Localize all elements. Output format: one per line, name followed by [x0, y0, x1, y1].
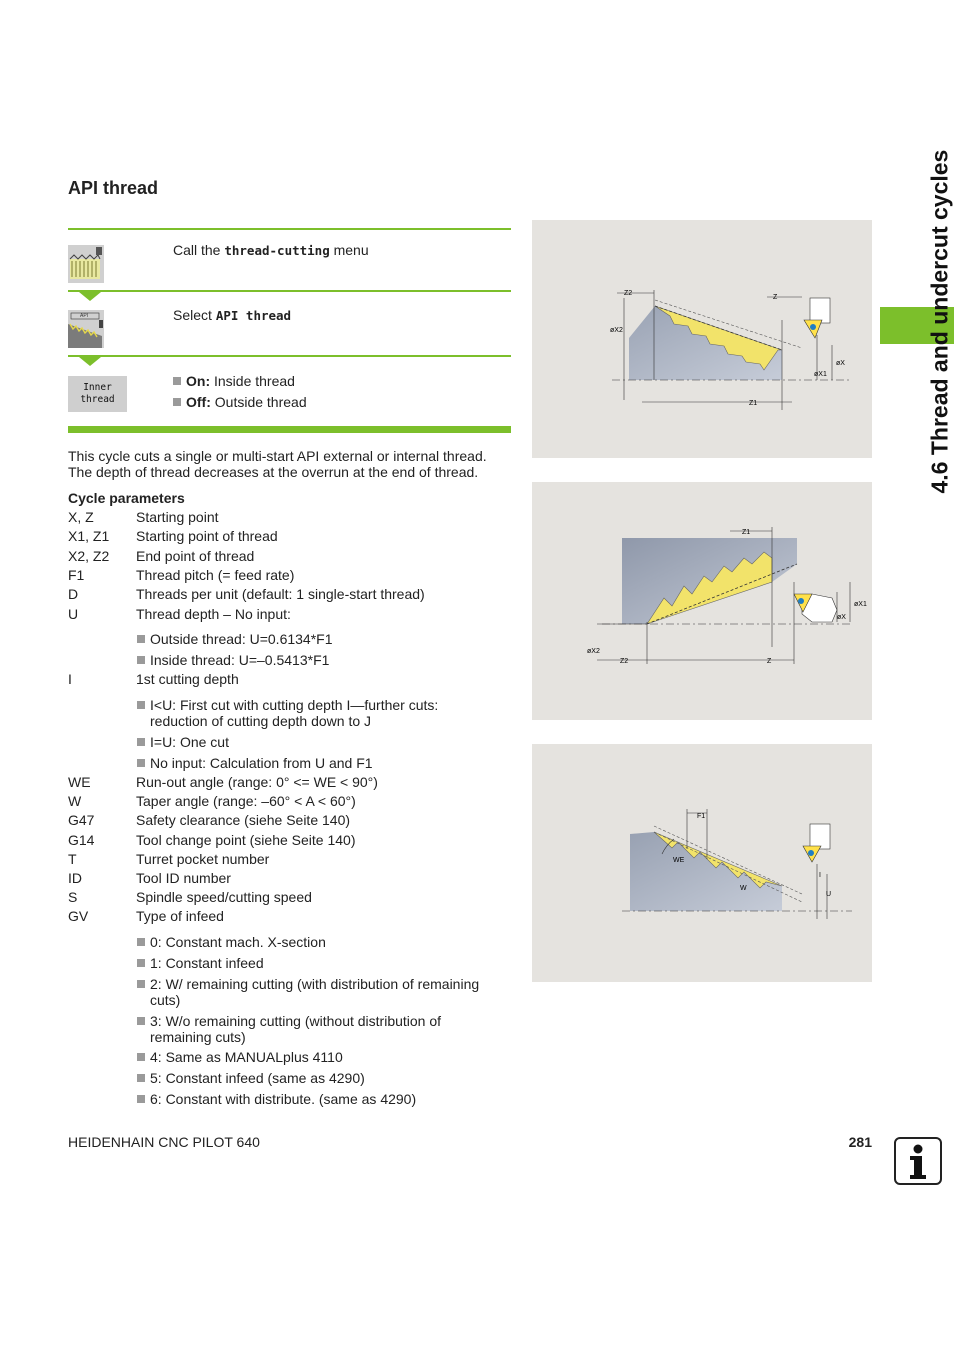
page-number: 281	[848, 1134, 872, 1150]
bullet-icon	[173, 377, 181, 385]
step-1-text: Call the thread-cutting menu	[173, 242, 369, 258]
bullet-item: I<U: First cut with cutting depth I—further cuts: reduction of cutting depth down to J	[137, 697, 507, 729]
description: This cycle cuts a single or multi-start API external or internal thread. The depth of thread decreases at the overrun at the end of thread.	[68, 448, 487, 480]
bullet-item: 3: W/o remaining cutting (without distribution of remaining cuts)	[137, 1013, 507, 1045]
bullet-item: Outside thread: U=0.6134*F1	[137, 631, 507, 647]
bullet-icon	[137, 635, 145, 643]
thread-cutting-menu-icon	[68, 245, 104, 283]
arrow-down-icon	[79, 357, 101, 366]
bullet-icon	[137, 959, 145, 967]
bullet-icon	[137, 1095, 145, 1103]
option-off: Off: Outside thread	[173, 394, 493, 410]
bullet-item: 6: Constant with distribute. (same as 4290)	[137, 1091, 507, 1107]
info-icon	[894, 1137, 942, 1185]
step-2-text: Select API thread	[173, 307, 292, 323]
label-z2: Z2	[624, 290, 633, 297]
option-on: On: Inside thread	[173, 373, 493, 389]
divider	[68, 355, 511, 357]
inner-thread-softkey[interactable]	[68, 376, 127, 412]
label-x: øX	[837, 614, 846, 621]
bullet-icon	[137, 759, 145, 767]
label-x2: øX2	[610, 327, 623, 334]
label-u: U	[826, 891, 832, 898]
label-w: W	[740, 885, 747, 892]
bullet-icon	[137, 656, 145, 664]
label-x2: øX2	[587, 648, 600, 655]
bullet-icon	[137, 738, 145, 746]
figure-thread-detail	[532, 744, 872, 982]
label-f1: F1	[697, 813, 706, 820]
label-z: Z	[767, 658, 772, 665]
label-x1: øX1	[814, 371, 827, 378]
api-thread-icon	[68, 310, 104, 348]
bullet-icon	[137, 1053, 145, 1061]
bullet-item: 5: Constant infeed (same as 4290)	[137, 1070, 507, 1086]
label-x1: øX1	[854, 601, 867, 608]
bullet-item: 1: Constant infeed	[137, 955, 507, 971]
figure-outside-thread	[532, 220, 872, 458]
figure-inside-thread	[532, 482, 872, 720]
label-z2: Z2	[620, 658, 629, 665]
bullet-icon	[137, 701, 145, 709]
arrow-down-icon	[79, 292, 101, 301]
svg-text:API: API	[80, 313, 89, 319]
bullet-icon	[137, 1017, 145, 1025]
divider	[68, 228, 511, 230]
bullet-icon	[137, 1074, 145, 1082]
chapter-title: 4.6 Thread and undercut cycles	[926, 149, 953, 494]
bullet-icon	[173, 398, 181, 406]
bullet-icon	[137, 938, 145, 946]
label-z1: Z1	[742, 529, 751, 536]
divider	[68, 290, 511, 292]
label-z: Z	[773, 294, 778, 301]
bullet-icon	[137, 980, 145, 988]
label-z1: Z1	[749, 400, 758, 407]
bullet-item: 0: Constant mach. X-section	[137, 934, 507, 950]
bullet-item: 2: W/ remaining cutting (with distribution of remaining cuts)	[137, 976, 507, 1008]
bullet-item: No input: Calculation from U and F1	[137, 755, 507, 771]
softkey-label: Inner thread	[80, 382, 115, 405]
footer-text: HEIDENHAIN CNC PILOT 640	[68, 1134, 260, 1150]
label-i: I	[819, 872, 821, 879]
bullet-item: Inside thread: U=–0.5413*F1	[137, 652, 507, 668]
divider	[68, 426, 511, 433]
section-title: API thread	[68, 178, 159, 198]
bullet-item: I=U: One cut	[137, 734, 507, 750]
label-x: øX	[836, 360, 845, 367]
label-we: WE	[673, 857, 685, 864]
params-heading: Cycle parameters	[68, 490, 185, 506]
bullet-item: 4: Same as MANUALplus 4110	[137, 1049, 507, 1065]
